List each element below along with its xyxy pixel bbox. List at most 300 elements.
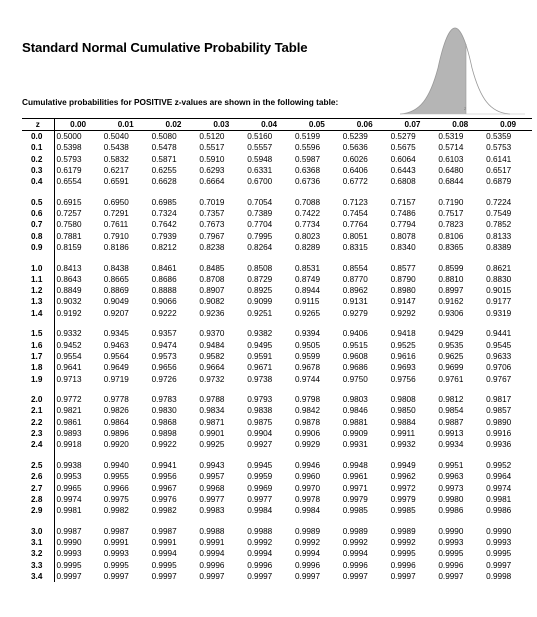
spacer-cell xyxy=(150,187,198,196)
probability-cell: 0.7704 xyxy=(247,220,273,230)
probability-cell: 0.9441 xyxy=(486,329,512,339)
probability-cell: 0.9992 xyxy=(294,537,321,547)
table-row xyxy=(22,285,532,296)
probability-cell: 0.9984 xyxy=(294,506,321,516)
probability-cell: 0.9973 xyxy=(438,483,464,493)
probability-cell: 0.9854 xyxy=(438,406,464,416)
probability-cell: 0.9984 xyxy=(247,506,273,516)
probability-cell: 0.8925 xyxy=(247,286,273,296)
probability-cell: 0.8289 xyxy=(294,242,321,252)
column-header: 0.08 xyxy=(436,119,484,131)
probability-cell: 0.9608 xyxy=(342,351,368,361)
probability-cell: 0.8264 xyxy=(247,242,273,252)
probability-cell: 0.8849 xyxy=(56,286,82,296)
probability-cell: 0.9997 xyxy=(390,571,416,581)
probability-cell: 0.5753 xyxy=(486,143,512,153)
probability-cell: 0.9949 xyxy=(390,460,416,470)
probability-cell: 0.9778 xyxy=(103,395,129,405)
z-value-cell: 2.2 xyxy=(22,417,54,428)
probability-cell: 0.9898 xyxy=(151,429,177,439)
probability-cell: 0.6772 xyxy=(342,177,368,187)
probability-cell: 0.9066 xyxy=(151,297,177,307)
spacer-cell xyxy=(54,253,102,262)
probability-cell: 0.9957 xyxy=(199,472,225,482)
spacer-cell xyxy=(341,451,389,460)
probability-cell: 0.9222 xyxy=(151,308,177,318)
probability-cell: 0.9992 xyxy=(247,537,273,547)
spacer-cell xyxy=(245,451,293,460)
z-value-cell: 2.9 xyxy=(22,505,54,516)
probability-cell: 0.9370 xyxy=(199,329,225,339)
table-row xyxy=(22,274,532,285)
probability-cell: 0.6368 xyxy=(294,165,321,175)
spacer-cell xyxy=(341,187,389,196)
probability-cell: 0.6736 xyxy=(294,177,321,187)
probability-cell: 0.6844 xyxy=(438,177,464,187)
probability-cell: 0.9591 xyxy=(247,351,273,361)
table-row xyxy=(22,197,532,208)
probability-cell: 0.9633 xyxy=(486,351,512,361)
probability-cell: 0.9901 xyxy=(199,429,225,439)
group-spacer xyxy=(22,516,532,525)
probability-cell: 0.9357 xyxy=(151,329,177,339)
probability-cell: 0.9474 xyxy=(151,340,177,350)
probability-cell: 0.5478 xyxy=(151,143,177,153)
probability-cell: 0.9909 xyxy=(342,429,368,439)
probability-cell: 0.9994 xyxy=(342,549,368,559)
probability-cell: 0.9975 xyxy=(103,494,129,504)
probability-cell: 0.9192 xyxy=(56,308,82,318)
spacer-cell xyxy=(484,516,532,525)
probability-cell: 0.9993 xyxy=(486,537,512,547)
z-value-cell: 3.2 xyxy=(22,548,54,559)
probability-cell: 0.9846 xyxy=(342,406,368,416)
probability-cell: 0.9554 xyxy=(56,351,82,361)
probability-cell: 0.9995 xyxy=(438,549,464,559)
z-value-cell: 1.6 xyxy=(22,340,54,351)
probability-cell: 0.9979 xyxy=(390,494,416,504)
probability-cell: 0.9406 xyxy=(342,329,368,339)
probability-cell: 0.9922 xyxy=(151,440,177,450)
probability-cell: 0.9959 xyxy=(247,472,273,482)
probability-cell: 0.6700 xyxy=(247,177,273,187)
spacer-cell xyxy=(389,319,437,328)
probability-cell: 0.9767 xyxy=(486,374,512,384)
spacer-cell xyxy=(54,187,102,196)
probability-cell: 0.6985 xyxy=(151,197,177,207)
probability-cell: 0.9484 xyxy=(199,340,225,350)
probability-cell: 0.6406 xyxy=(342,165,368,175)
probability-cell: 0.8888 xyxy=(151,286,177,296)
column-header: 0.03 xyxy=(197,119,245,131)
probability-cell: 0.9962 xyxy=(390,472,416,482)
probability-cell: 0.9906 xyxy=(294,429,321,439)
z-value-cell: 1.1 xyxy=(22,274,54,285)
z-value-cell: 0.0 xyxy=(22,131,54,143)
probability-cell: 0.9972 xyxy=(390,483,416,493)
probability-cell: 0.9582 xyxy=(199,351,225,361)
probability-cell: 0.9842 xyxy=(294,406,321,416)
probability-cell: 0.5279 xyxy=(390,132,416,141)
probability-cell: 0.9706 xyxy=(486,363,512,373)
probability-cell: 0.9985 xyxy=(342,506,368,516)
probability-cell: 0.9756 xyxy=(390,374,416,384)
probability-cell: 0.9936 xyxy=(486,440,512,450)
spacer-cell xyxy=(293,187,341,196)
probability-cell: 0.9948 xyxy=(342,460,368,470)
column-header: 0.02 xyxy=(150,119,198,131)
probability-cell: 0.9997 xyxy=(438,571,464,581)
spacer-cell xyxy=(293,319,341,328)
probability-cell: 0.9996 xyxy=(247,560,273,570)
probability-cell: 0.9664 xyxy=(199,363,225,373)
z-value-cell: 3.1 xyxy=(22,537,54,548)
probability-cell: 0.9265 xyxy=(294,308,321,318)
spacer-cell xyxy=(389,187,437,196)
table-row xyxy=(22,494,532,505)
probability-cell: 0.8708 xyxy=(199,274,225,284)
spacer-cell xyxy=(150,451,198,460)
z-value-cell: 0.9 xyxy=(22,242,54,253)
group-spacer xyxy=(22,319,532,328)
probability-cell: 0.9887 xyxy=(438,417,464,427)
probability-cell: 0.9981 xyxy=(486,494,512,504)
probability-cell: 0.6517 xyxy=(486,165,512,175)
probability-cell: 0.8106 xyxy=(438,231,464,241)
spacer-cell xyxy=(150,253,198,262)
spacer-cell xyxy=(54,319,102,328)
z-value-cell: 1.8 xyxy=(22,362,54,373)
probability-cell: 0.9996 xyxy=(342,560,368,570)
probability-cell: 0.9693 xyxy=(390,363,416,373)
probability-cell: 0.9971 xyxy=(342,483,368,493)
probability-cell: 0.9993 xyxy=(56,549,82,559)
probability-cell: 0.9834 xyxy=(199,406,225,416)
probability-cell: 0.6026 xyxy=(342,154,368,164)
spacer-cell xyxy=(436,451,484,460)
probability-cell: 0.9990 xyxy=(438,526,464,536)
probability-cell: 0.9893 xyxy=(56,429,82,439)
probability-cell: 0.6255 xyxy=(151,165,177,175)
probability-cell: 0.9946 xyxy=(294,460,321,470)
probability-cell: 0.7967 xyxy=(199,231,225,241)
probability-cell: 0.5557 xyxy=(247,143,273,153)
probability-cell: 0.5398 xyxy=(56,143,82,153)
probability-cell: 0.9976 xyxy=(151,494,177,504)
probability-cell: 0.6103 xyxy=(438,154,464,164)
probability-cell: 0.9986 xyxy=(438,506,464,516)
z-value-cell: 3.0 xyxy=(22,526,54,537)
probability-cell: 0.9994 xyxy=(294,549,321,559)
spacer-cell xyxy=(150,319,198,328)
spacer-cell xyxy=(102,187,150,196)
spacer-cell xyxy=(484,385,532,394)
spacer-cell xyxy=(389,451,437,460)
z-value-cell: 0.7 xyxy=(22,219,54,230)
probability-cell: 0.9953 xyxy=(56,472,82,482)
probability-cell: 0.9932 xyxy=(390,440,416,450)
probability-cell: 0.9868 xyxy=(151,417,177,427)
table-row xyxy=(22,362,532,373)
z-value-cell: 0.1 xyxy=(22,142,54,153)
probability-cell: 0.9995 xyxy=(486,549,512,559)
spacer-cell xyxy=(102,253,150,262)
spacer-cell xyxy=(245,516,293,525)
probability-cell: 0.8051 xyxy=(342,231,368,241)
probability-cell: 0.9945 xyxy=(247,460,273,470)
probability-cell: 0.9896 xyxy=(103,429,129,439)
spacer-cell xyxy=(197,187,245,196)
probability-cell: 0.9656 xyxy=(151,363,177,373)
probability-cell: 0.9821 xyxy=(56,406,82,416)
column-header: 0.01 xyxy=(102,119,150,131)
probability-cell: 0.6664 xyxy=(199,177,225,187)
z-value-cell: 1.3 xyxy=(22,296,54,307)
table-row xyxy=(22,165,532,176)
spacer-cell xyxy=(22,385,54,394)
probability-cell: 0.7291 xyxy=(103,209,129,219)
table-row xyxy=(22,142,532,153)
probability-cell: 0.9803 xyxy=(342,395,368,405)
spacer-cell xyxy=(22,516,54,525)
z-value-cell: 2.4 xyxy=(22,439,54,450)
table-caption: Cumulative probabilities for POSITIVE z-values are shown in the following table: xyxy=(22,97,339,107)
probability-cell: 0.9955 xyxy=(103,472,129,482)
spacer-cell xyxy=(197,451,245,460)
probability-cell: 0.8389 xyxy=(486,242,512,252)
probability-cell: 0.9505 xyxy=(294,340,321,350)
probability-cell: 0.9964 xyxy=(486,472,512,482)
spacer-cell xyxy=(22,187,54,196)
probability-cell: 0.9997 xyxy=(56,571,82,581)
probability-cell: 0.9989 xyxy=(294,526,321,536)
table-row xyxy=(22,242,532,253)
probability-cell: 0.9987 xyxy=(103,526,129,536)
table-row xyxy=(22,483,532,494)
probability-cell: 0.9495 xyxy=(247,340,273,350)
z-value-cell: 0.4 xyxy=(22,176,54,187)
probability-cell: 0.9738 xyxy=(247,374,273,384)
probability-cell: 0.6141 xyxy=(486,154,512,164)
probability-cell: 0.8212 xyxy=(151,242,177,252)
probability-cell: 0.6217 xyxy=(103,165,129,175)
group-spacer xyxy=(22,385,532,394)
probability-cell: 0.8485 xyxy=(199,263,225,273)
probability-cell: 0.5199 xyxy=(294,132,321,141)
z-value-cell: 0.6 xyxy=(22,208,54,219)
column-header: 0.09 xyxy=(484,119,532,131)
probability-cell: 0.9890 xyxy=(486,417,512,427)
probability-cell: 0.8133 xyxy=(486,231,512,241)
probability-cell: 0.9938 xyxy=(56,460,82,470)
probability-cell: 0.7823 xyxy=(438,220,464,230)
probability-cell: 0.9826 xyxy=(103,406,129,416)
probability-cell: 0.9993 xyxy=(438,537,464,547)
probability-cell: 0.7019 xyxy=(199,197,225,207)
z-value-cell: 2.8 xyxy=(22,494,54,505)
spacer-cell xyxy=(197,385,245,394)
probability-cell: 0.9032 xyxy=(56,297,82,307)
probability-cell: 0.9986 xyxy=(486,506,512,516)
z-column-header: z xyxy=(22,119,54,131)
probability-cell: 0.9963 xyxy=(438,472,464,482)
probability-cell: 0.9991 xyxy=(199,537,225,547)
probability-cell: 0.9878 xyxy=(294,417,321,427)
probability-cell: 0.9996 xyxy=(390,560,416,570)
probability-cell: 0.9808 xyxy=(390,395,416,405)
probability-cell: 0.7734 xyxy=(294,220,321,230)
spacer-cell xyxy=(293,451,341,460)
probability-cell: 0.9996 xyxy=(294,560,321,570)
probability-cell: 0.5714 xyxy=(438,143,464,153)
z-value-cell: 1.7 xyxy=(22,351,54,362)
probability-cell: 0.6480 xyxy=(438,165,464,175)
z-value-cell: 1.5 xyxy=(22,328,54,339)
spacer-cell xyxy=(389,516,437,525)
probability-cell: 0.7054 xyxy=(247,197,273,207)
probability-cell: 0.5239 xyxy=(342,132,368,141)
probability-cell: 0.9719 xyxy=(103,374,129,384)
spacer-cell xyxy=(293,385,341,394)
probability-cell: 0.7939 xyxy=(151,231,177,241)
spacer-cell xyxy=(293,516,341,525)
probability-cell: 0.9744 xyxy=(294,374,321,384)
probability-cell: 0.8078 xyxy=(390,231,416,241)
spacer-cell xyxy=(245,187,293,196)
probability-cell: 0.9951 xyxy=(438,460,464,470)
probability-cell: 0.9970 xyxy=(294,483,321,493)
probability-cell: 0.9934 xyxy=(438,440,464,450)
group-spacer xyxy=(22,451,532,460)
probability-cell: 0.9864 xyxy=(103,417,129,427)
probability-cell: 0.9207 xyxy=(103,308,129,318)
probability-cell: 0.6064 xyxy=(390,154,416,164)
spacer-cell xyxy=(102,385,150,394)
probability-cell: 0.9988 xyxy=(199,526,225,536)
probability-cell: 0.9977 xyxy=(247,494,273,504)
probability-cell: 0.8729 xyxy=(247,274,273,284)
table-row xyxy=(22,263,532,274)
probability-cell: 0.9452 xyxy=(56,340,82,350)
probability-cell: 0.7422 xyxy=(294,209,321,219)
probability-cell: 0.8643 xyxy=(56,274,82,284)
probability-cell: 0.7357 xyxy=(199,209,225,219)
probability-cell: 0.7549 xyxy=(486,209,512,219)
probability-cell: 0.9977 xyxy=(199,494,225,504)
probability-cell: 0.9830 xyxy=(151,406,177,416)
z-value-cell: 2.6 xyxy=(22,471,54,482)
probability-cell: 0.8340 xyxy=(390,242,416,252)
probability-cell: 0.9236 xyxy=(199,308,225,318)
probability-cell: 0.9099 xyxy=(247,297,273,307)
table-row xyxy=(22,176,532,187)
table-row xyxy=(22,328,532,339)
probability-cell: 0.8023 xyxy=(294,231,321,241)
z-value-cell: 0.5 xyxy=(22,197,54,208)
probability-cell: 0.7123 xyxy=(342,197,368,207)
probability-cell: 0.9994 xyxy=(199,549,225,559)
probability-cell: 0.9875 xyxy=(247,417,273,427)
probability-cell: 0.7794 xyxy=(390,220,416,230)
z-value-cell: 1.2 xyxy=(22,285,54,296)
column-header: 0.07 xyxy=(389,119,437,131)
probability-cell: 0.9982 xyxy=(151,506,177,516)
probability-cell: 0.9699 xyxy=(438,363,464,373)
z-value-cell: 0.3 xyxy=(22,165,54,176)
table-row xyxy=(22,471,532,482)
probability-cell: 0.9996 xyxy=(199,560,225,570)
table-row xyxy=(22,405,532,416)
probability-cell: 0.5040 xyxy=(103,132,129,141)
probability-cell: 0.9978 xyxy=(294,494,321,504)
table-row xyxy=(22,208,532,219)
spacer-cell xyxy=(245,319,293,328)
probability-cell: 0.9998 xyxy=(486,571,512,581)
probability-cell: 0.9881 xyxy=(342,417,368,427)
table-row xyxy=(22,571,532,582)
probability-cell: 0.6443 xyxy=(390,165,416,175)
probability-cell: 0.6591 xyxy=(103,177,129,187)
spacer-cell xyxy=(102,319,150,328)
probability-cell: 0.9974 xyxy=(56,494,82,504)
probability-cell: 0.8159 xyxy=(56,242,82,252)
probability-cell: 0.9279 xyxy=(342,308,368,318)
probability-cell: 0.6808 xyxy=(390,177,416,187)
probability-cell: 0.8315 xyxy=(342,242,368,252)
spacer-cell xyxy=(245,253,293,262)
probability-cell: 0.9997 xyxy=(247,571,273,581)
header-row xyxy=(22,119,532,131)
probability-cell: 0.9049 xyxy=(103,297,129,307)
spacer-cell xyxy=(484,187,532,196)
probability-cell: 0.8810 xyxy=(438,274,464,284)
probability-cell: 0.9997 xyxy=(486,560,512,570)
table-row xyxy=(22,374,532,385)
probability-cell: 0.9817 xyxy=(486,395,512,405)
spacer-cell xyxy=(22,253,54,262)
probability-cell: 0.8869 xyxy=(103,286,129,296)
probability-cell: 0.9292 xyxy=(390,308,416,318)
probability-cell: 0.5636 xyxy=(342,143,368,153)
z-value-cell: 3.3 xyxy=(22,560,54,571)
probability-cell: 0.9319 xyxy=(486,308,512,318)
probability-cell: 0.9997 xyxy=(342,571,368,581)
probability-cell: 0.9997 xyxy=(199,571,225,581)
spacer-cell xyxy=(197,253,245,262)
probability-cell: 0.9525 xyxy=(390,340,416,350)
table-row xyxy=(22,526,532,537)
z-value-cell: 1.0 xyxy=(22,263,54,274)
probability-cell: 0.7642 xyxy=(151,220,177,230)
probability-cell: 0.8461 xyxy=(151,263,177,273)
probability-cell: 0.5793 xyxy=(56,154,82,164)
probability-cell: 0.9982 xyxy=(103,506,129,516)
probability-cell: 0.9838 xyxy=(247,406,273,416)
probability-cell: 0.9956 xyxy=(151,472,177,482)
probability-cell: 0.8438 xyxy=(103,263,129,273)
spacer-cell xyxy=(102,451,150,460)
probability-cell: 0.9989 xyxy=(342,526,368,536)
probability-cell: 0.8577 xyxy=(390,263,416,273)
probability-cell: 0.9989 xyxy=(390,526,416,536)
probability-cell: 0.9015 xyxy=(486,286,512,296)
probability-cell: 0.9382 xyxy=(247,329,273,339)
probability-cell: 0.9599 xyxy=(294,351,321,361)
probability-cell: 0.9990 xyxy=(56,537,82,547)
spacer-cell xyxy=(436,253,484,262)
probability-cell: 0.9995 xyxy=(103,560,129,570)
probability-cell: 0.7517 xyxy=(438,209,464,219)
